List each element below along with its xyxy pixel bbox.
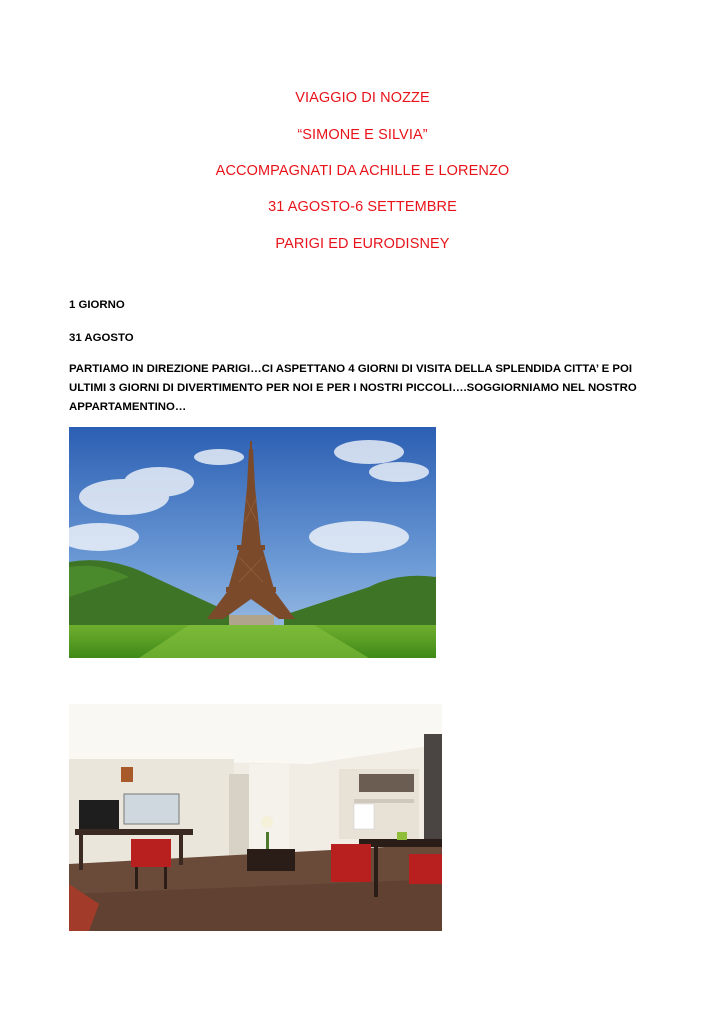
apartment-room-photo — [69, 704, 442, 931]
title-line-4: 31 AGOSTO-6 SETTEMBRE — [268, 199, 457, 215]
eiffel-tower-photo — [69, 427, 436, 658]
title-line-3: ACCOMPAGNATI DA ACHILLE E LORENZO — [215, 163, 510, 179]
day-label: 1 GIORNO — [69, 299, 125, 311]
paragraph-line-3: APPARTAMENTINO… — [69, 401, 187, 413]
intro-paragraph — [69, 360, 669, 417]
date-label: 31 AGOSTO — [69, 332, 134, 344]
paragraph-line-2: ULTIMI 3 GIORNI DI DIVERTIMENTO PER NOI E PER I NOSTRI PICCOLI….SOGGIORNIAMO NEL NOSTRO — [69, 382, 637, 394]
paragraph-line-1: PARTIAMO IN DIREZIONE PARIGI…CI ASPETTANO 4 GIORNI DI VISITA DELLA SPLENDIDA CITTA’ E POI — [69, 363, 633, 375]
title-line-1: VIAGGIO DI NOZZE — [295, 90, 430, 106]
title-line-2: “SIMONE E SILVIA” — [297, 127, 428, 143]
title-line-5: PARIGI ED EURODISNEY — [275, 236, 450, 252]
